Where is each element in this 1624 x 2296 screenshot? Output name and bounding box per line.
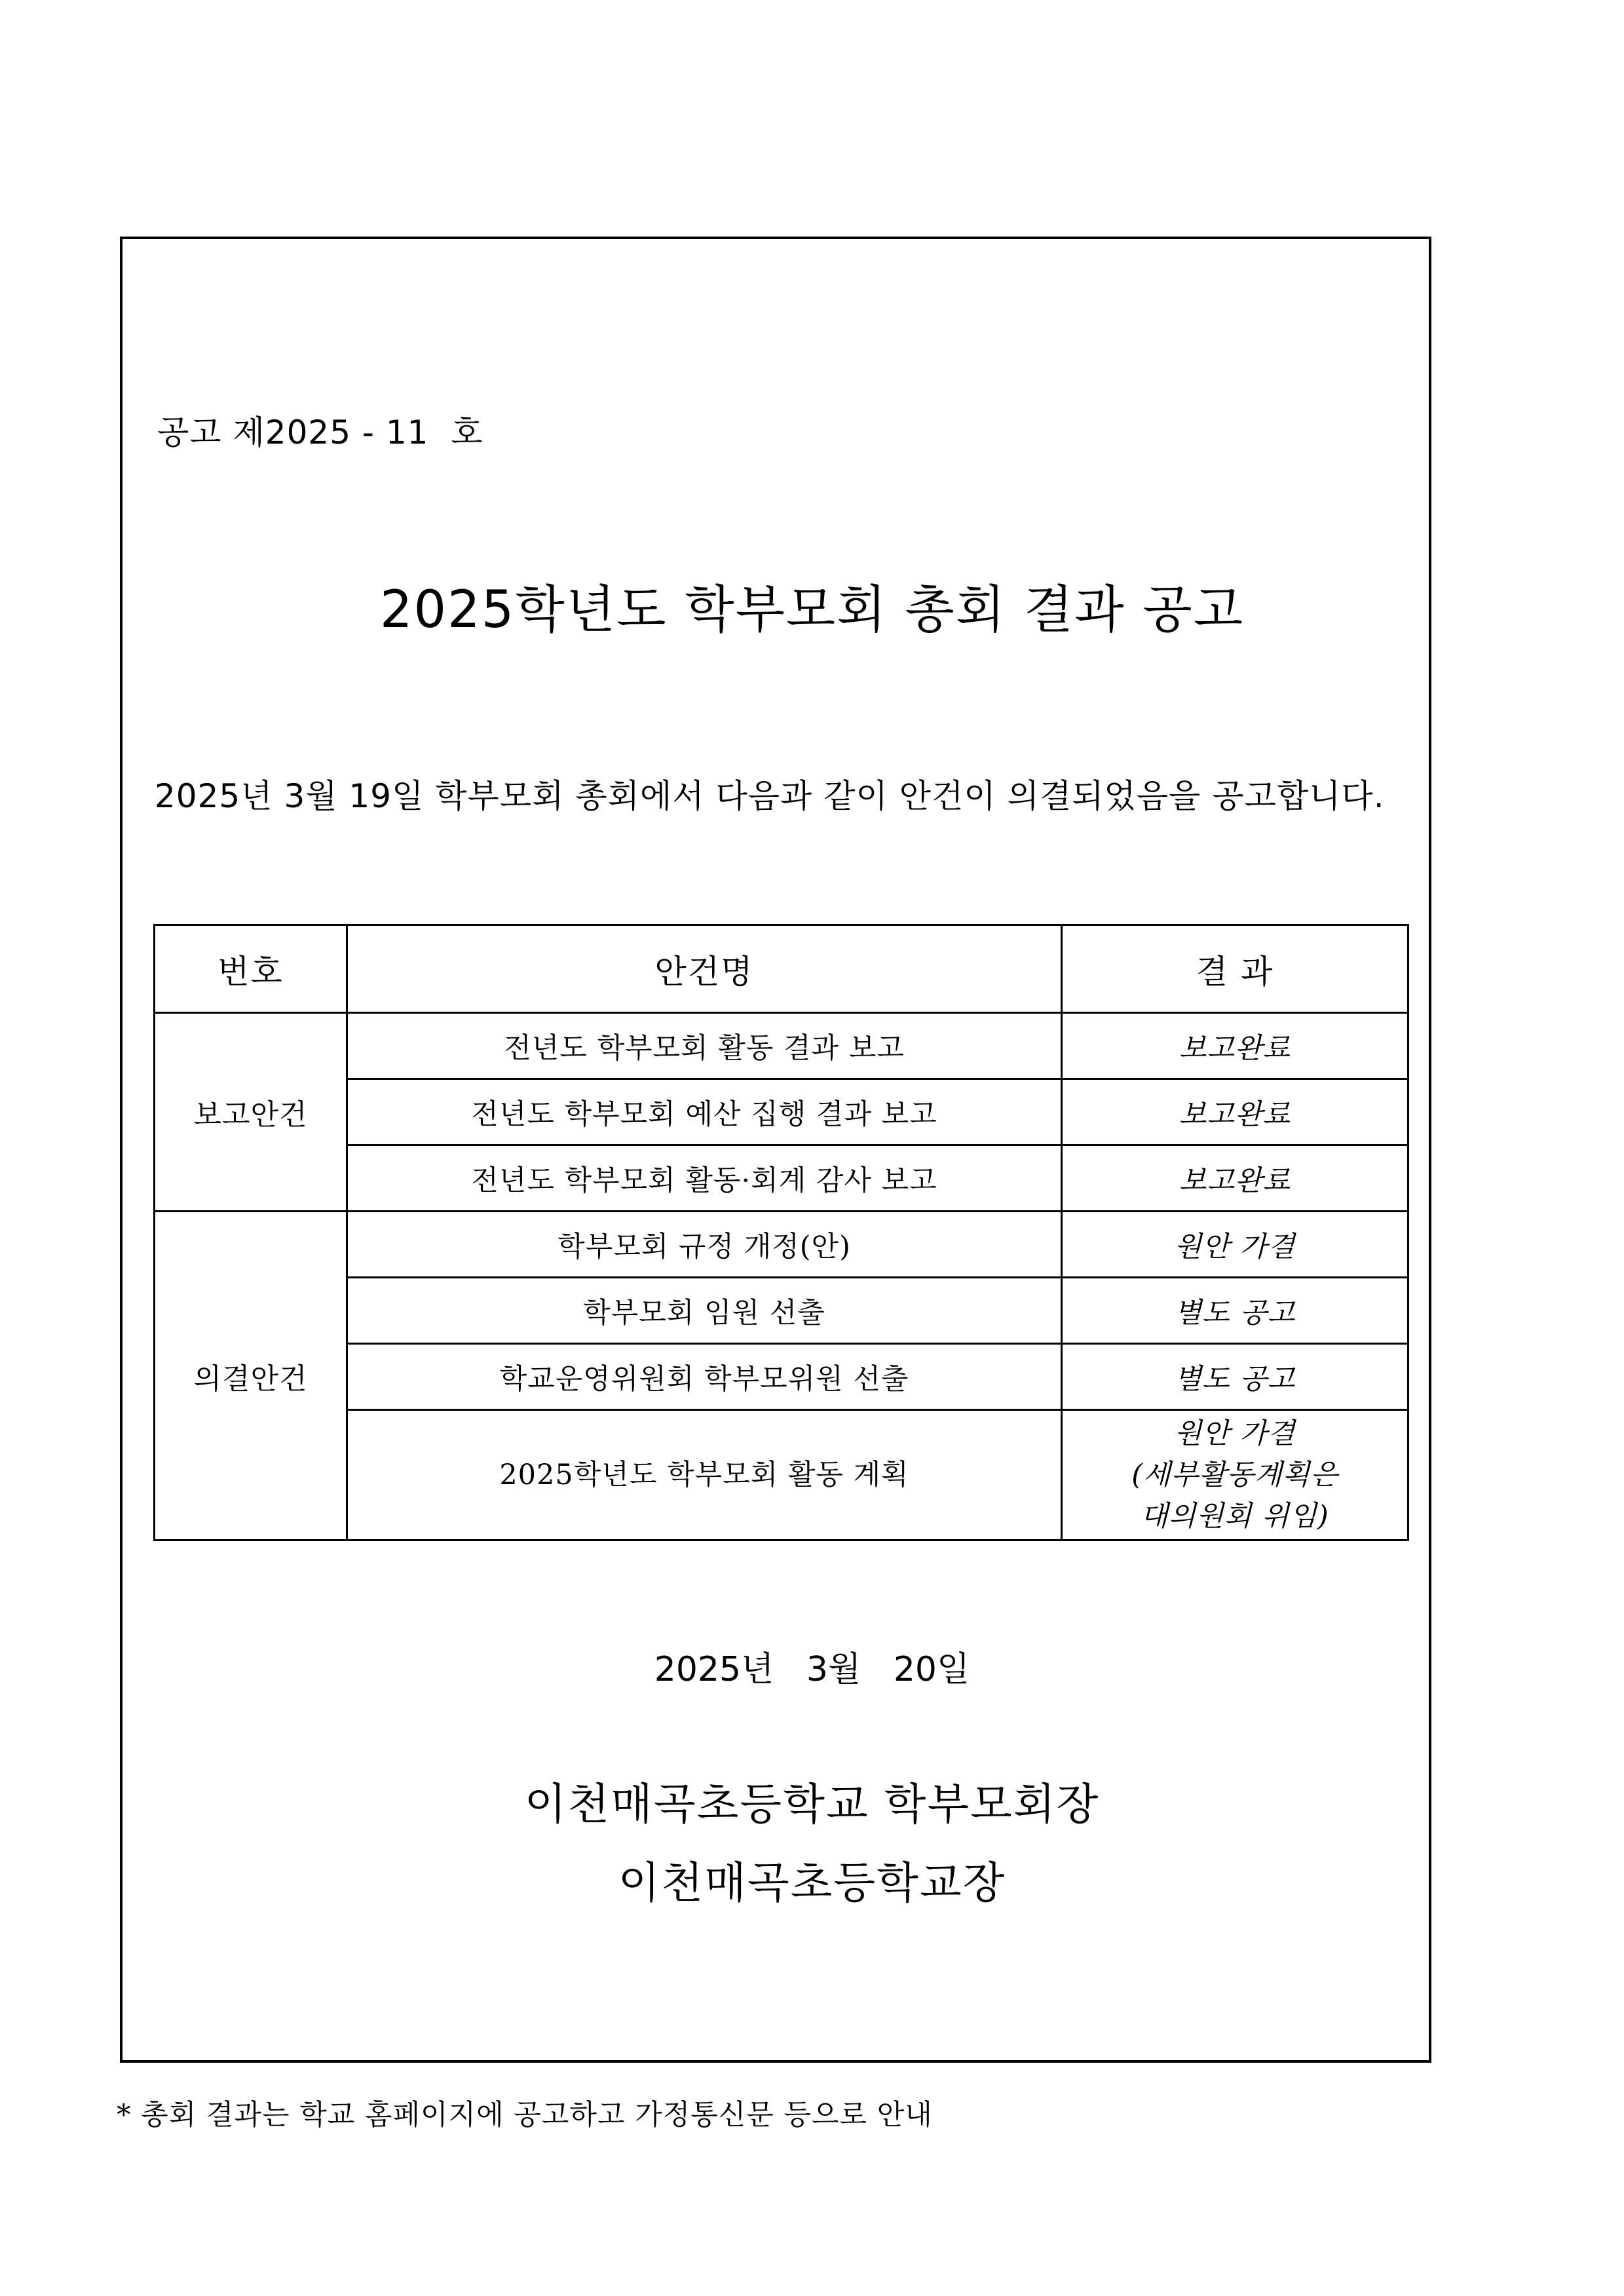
intro-text: 2025년 3월 19일 학부모회 총회에서 다음과 같이 안건이 의결되었음을 공고합니다. (155, 777, 1385, 815)
agenda-name: 학부모회 임원 선출 (347, 1278, 1062, 1344)
agenda-result (1062, 1410, 1408, 1540)
signer-parent-association-president: 이천매곡초등학교 학부모회장 (524, 1779, 1100, 1829)
table-header-row (155, 925, 1408, 1013)
agenda-name: 전년도 학부모회 활동·회계 감사 보고 (347, 1145, 1062, 1212)
header-result: 결 과 (1062, 925, 1408, 1013)
agenda-name: 학교운영위원회 학부모위원 선출 (347, 1344, 1062, 1410)
table-row (155, 1212, 1408, 1278)
agenda-result: 별도 공고 (1062, 1278, 1408, 1344)
agenda-result: 보고완료 (1062, 1013, 1408, 1079)
agenda-name: 전년도 학부모회 예산 집행 결과 보고 (347, 1079, 1062, 1145)
footnote: * 총회 결과는 학교 홈페이지에 공고하고 가정통신문 등으로 안내 (117, 2099, 933, 2132)
result-line: 대의원회 위임) (1141, 1499, 1329, 1533)
agenda-result: 보고완료 (1062, 1079, 1408, 1145)
category-report: 보고안건 (155, 1013, 347, 1212)
document-title: 2025학년도 학부모회 총회 결과 공고 (379, 581, 1245, 640)
agenda-name: 학부모회 규정 개정(안) (347, 1212, 1062, 1278)
notice-number: 공고 제2025 - 11 호 (157, 413, 483, 451)
agenda-table (153, 924, 1409, 1541)
header-number: 번호 (155, 925, 347, 1013)
table-row (155, 1013, 1408, 1079)
result-line: 원안 가결 (1174, 1417, 1296, 1450)
agenda-name: 전년도 학부모회 활동 결과 보고 (347, 1013, 1062, 1079)
issue-date: 2025년 3월 20일 (654, 1650, 970, 1689)
agenda-result: 원안 가결 (1062, 1212, 1408, 1278)
agenda-result: 별도 공고 (1062, 1344, 1408, 1410)
agenda-name: 2025학년도 학부모회 활동 계획 (347, 1410, 1062, 1540)
signer-principal: 이천매곡초등학교장 (618, 1858, 1006, 1908)
agenda-result: 보고완료 (1062, 1145, 1408, 1212)
result-line: (세부활동계획은 (1131, 1458, 1338, 1491)
category-resolution: 의결안건 (155, 1212, 347, 1540)
header-agenda-name: 안건명 (347, 925, 1062, 1013)
